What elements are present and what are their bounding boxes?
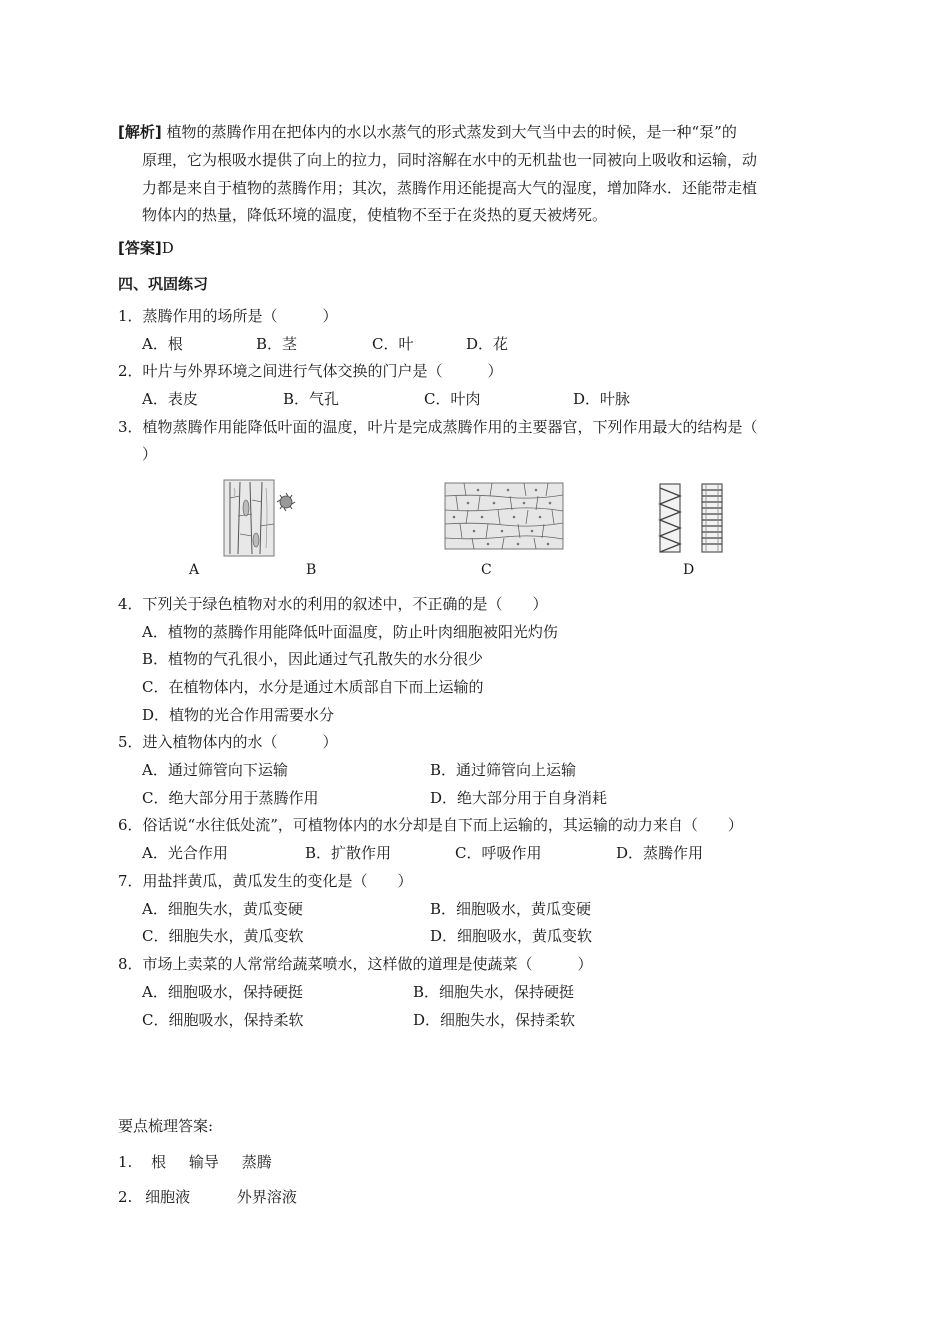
question-5-option-c: C．绝大部分用于蒸腾作用	[142, 789, 319, 807]
section-title: 四、巩固练习	[118, 275, 209, 293]
question-2-option-b: B．气孔	[283, 390, 340, 408]
key-points-item-1	[118, 1152, 272, 1172]
question-7-option-d: D．细胞吸水，黄瓜变软	[430, 927, 593, 945]
question-7-stem: 7．用盐拌黄瓜，黄瓜发生的变化是（ ）	[118, 872, 413, 890]
question-6-option-a: A．光合作用	[142, 844, 228, 862]
answer-tag: [答案]	[118, 239, 162, 257]
question-6-option-d: D．蒸腾作用	[616, 844, 704, 862]
question-1-option-b: B．茎	[256, 335, 298, 353]
question-5-option-b: B．通过筛管向上运输	[430, 761, 577, 779]
figure-label-d: D	[683, 562, 695, 578]
question-4-option-c: C．在植物体内，水分是通过木质部自下而上运输的	[142, 678, 484, 696]
key-points-item-2-part-1: 细胞液	[145, 1188, 191, 1206]
question-5-option-d: D．绝大部分用于自身消耗	[430, 789, 608, 807]
question-8-stem: 8．市场上卖菜的人常常给蔬菜喷水，这样做的道理是使蔬菜（ ）	[118, 955, 593, 973]
answer-value: D	[161, 239, 174, 257]
analysis-line-4: 物体内的热量，降低环境的温度，使植物不至于在炎热的夏天被烤死。	[142, 206, 608, 224]
question-6-option-c: C．呼吸作用	[455, 844, 542, 862]
question-8-option-a: A．细胞吸水，保持硬挺	[142, 983, 303, 1001]
question-6-stem: 6．俗话说“水往低处流”，可植物体内的水分却是自下而上运输的，其运输的动力来自（ ）	[118, 816, 743, 834]
question-8-option-b: B．细胞失水，保持硬挺	[413, 983, 575, 1001]
question-5-stem: 5．进入植物体内的水（ ）	[118, 733, 338, 751]
question-8-option-c: C．细胞吸水，保持柔软	[142, 1011, 304, 1029]
figure-label-b: B	[306, 562, 317, 578]
figure-label-c: C	[481, 562, 492, 578]
question-5-option-a: A．通过筛管向下运输	[142, 761, 288, 779]
question-8-option-d: D．细胞失水，保持柔软	[413, 1011, 576, 1029]
question-1-option-d: D．花	[466, 335, 509, 353]
figure-vessels	[656, 482, 724, 554]
key-points-item-1-num: 1.	[118, 1153, 133, 1171]
question-7-option-c: C．细胞失水，黄瓜变软	[142, 927, 304, 945]
analysis-tag: [解析]	[118, 123, 162, 141]
question-3-stem: 3．植物蒸腾作用能降低叶面的温度，叶片是完成蒸腾作用的主要器官，下列作用最大的结构是（	[118, 418, 758, 436]
question-3-stem-cont: ）	[142, 445, 158, 463]
analysis-text-1: 植物的蒸腾作用在把体内的水以水蒸气的形式蒸发到大气当中去的时候，是一种“泵”的	[166, 123, 737, 141]
question-4-option-a: A．植物的蒸腾作用能降低叶面温度，防止叶肉细胞被阳光灼伤	[142, 623, 558, 641]
question-2-option-a: A．表皮	[142, 390, 198, 408]
key-points-item-2	[118, 1187, 297, 1207]
key-points-item-1-part-1: 根	[151, 1153, 167, 1171]
analysis-line-1	[118, 122, 737, 142]
question-2-stem: 2．叶片与外界环境之间进行气体交换的门户是（ ）	[118, 362, 503, 380]
question-4-stem: 4．下列关于绿色植物对水的利用的叙述中，不正确的是（ ）	[118, 595, 548, 613]
question-2-option-d: D．叶脉	[573, 390, 631, 408]
question-1-option-a: A．根	[142, 335, 183, 353]
key-points-item-1-part-3: 蒸腾	[241, 1153, 272, 1171]
figure-stomata-epidermis	[222, 478, 302, 558]
key-points-item-2-part-2: 外界溶液	[236, 1188, 297, 1206]
question-2-option-c: C．叶肉	[424, 390, 481, 408]
question-1-stem: 1．蒸腾作用的场所是（ ）	[118, 307, 338, 325]
question-4-option-b: B．植物的气孔很小，因此通过气孔散失的水分很少	[142, 650, 484, 668]
analysis-line-2: 原理，它为根吸水提供了向上的拉力，同时溶解在水中的无机盐也一同被向上吸收和运输，动	[142, 151, 758, 169]
question-7-option-b: B．细胞吸水，黄瓜变硬	[430, 900, 592, 918]
question-1-option-c: C．叶	[372, 335, 414, 353]
key-points-title: 要点梳理答案:	[118, 1117, 214, 1135]
question-7-option-a: A．细胞失水，黄瓜变硬	[142, 900, 303, 918]
analysis-line-3: 力都是来自于植物的蒸腾作用；其次，蒸腾作用还能提高大气的湿度，增加降水．还能带走植	[142, 179, 758, 197]
question-4-option-d: D．植物的光合作用需要水分	[142, 706, 335, 724]
figure-label-a: A	[189, 562, 200, 578]
figure-epidermal-cells	[444, 482, 564, 550]
question-6-option-b: B．扩散作用	[305, 844, 392, 862]
answer-line	[118, 238, 174, 258]
key-points-item-2-num: 2.	[118, 1188, 133, 1206]
key-points-item-1-part-2: 输导	[188, 1153, 219, 1171]
